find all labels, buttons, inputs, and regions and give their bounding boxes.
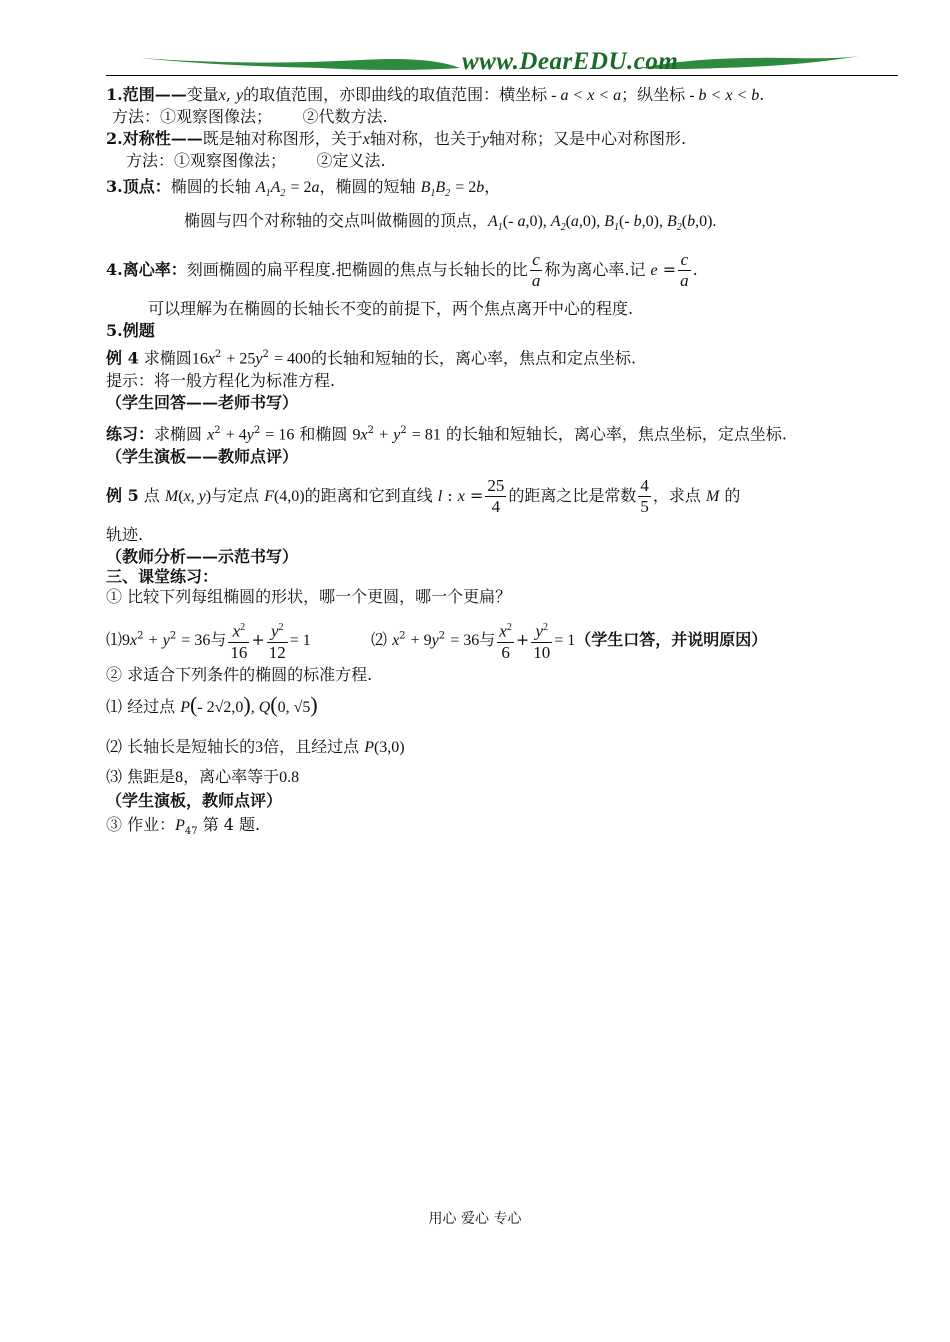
site-header-banner xyxy=(100,44,900,78)
line-vertex: 3.顶点：椭圆的长轴 $A_1A_2 = 2a$，椭圆的短轴 $B_1B_2 = 2b$， xyxy=(106,177,501,200)
line-standard-equation: ② 求适合下列条件的椭圆的标准方程. xyxy=(106,665,373,684)
line-board-work: （学生演板——教师点评） xyxy=(106,447,299,466)
line-student-answer: （学生回答——老师书写） xyxy=(106,393,299,412)
line-vertex-detail: 椭圆与四个对称轴的交点叫做椭圆的顶点，$A_1(-$ a,0), $A_2(a,0)$, $B_1(-$ b,0), $B_2(b,0)$. xyxy=(184,211,717,234)
line-teacher-analysis: （教师分析——示范书写） xyxy=(106,547,299,566)
line-range: 1.范围——变量x, y的取值范围，亦即曲线的取值范围：横坐标 - a < x < a；纵坐标 - b < x < b. xyxy=(106,85,765,104)
line-example-5: 例 5 点 M(x, y)与定点 F(4,0)的距离和它到直线 l : x = $\frac{25}{4}$ 的距离之比是常数 $\frac{4}{5}$ ，求点 M 的 xyxy=(106,476,741,516)
line-condition-1: ⑴ 经过点 P(- 2√2,0), Q(0, √5) xyxy=(106,692,318,717)
line-condition-3: ⑶ 焦距是8，离心率等于0.8 xyxy=(106,767,300,786)
line-eccentricity: 4.离心率：刻画椭圆的扁平程度.把椭圆的焦点与长轴长的比 $\frac{c}{a}$ 称为离心率.记 e = $\frac{c}{a}$ . xyxy=(106,250,698,290)
line-eccentricity-note: 可以理解为在椭圆的长轴长不变的前提下，两个焦点离开中心的程度. xyxy=(148,299,634,318)
line-classroom-practice: 三、课堂练习： xyxy=(106,567,219,586)
line-example-4: 例 4 求椭圆$16x^2 + 25y^2 = 400$的长轴和短轴的长，离心率，焦点和定点坐标. xyxy=(106,348,637,368)
line-hint: 提示：将一般方程化为标准方程. xyxy=(106,371,336,390)
line-homework: ③ 作业：$P_{47}$ 第 4 题. xyxy=(106,815,261,838)
header-rule xyxy=(106,75,898,76)
line-range-method: 方法：①观察图像法； ②代数方法. xyxy=(112,107,388,126)
line-examples-heading: 5.例题 xyxy=(106,321,155,340)
line-compare-items: $⑴9x^2 + y^2 = 36$与 $\frac{x^2}{16}$ + $\frac{y^2}{12}$ = 1 ⑵ $x^2 + 9y^2 = 36$与 $\frac{x^2}{6}$ + $\frac{y^2}{10}$ = 1（学生口答，并说明原因） xyxy=(106,618,767,663)
line-symmetry: 2.对称性——既是轴对称图形，关于x轴对称，也关于y轴对称；又是中心对称图形. xyxy=(106,129,687,148)
line-board-review: （学生演板，教师点评） xyxy=(106,791,283,810)
line-condition-2: ⑵ 长轴长是短轴长的3倍，且经过点 P(3,0) xyxy=(106,737,405,756)
line-example-5-end: 轨迹. xyxy=(106,525,144,544)
line-symmetry-method: 方法：①观察图像法； ②定义法. xyxy=(126,151,386,170)
line-compare: ① 比较下列每组椭圆的形状，哪一个更圆，哪一个更扁？ xyxy=(106,587,512,606)
page-footer: 用心 爱心 专心 xyxy=(428,1211,522,1227)
line-practice: 练习：求椭圆 $x^2 + 4y^2 = 16$ 和椭圆 $9x^2 + y^2 = 81$ 的长轴和短轴长，离心率，焦点坐标，定点坐标. xyxy=(106,424,788,444)
site-logo-text: www.DearEDU.com xyxy=(462,48,679,75)
